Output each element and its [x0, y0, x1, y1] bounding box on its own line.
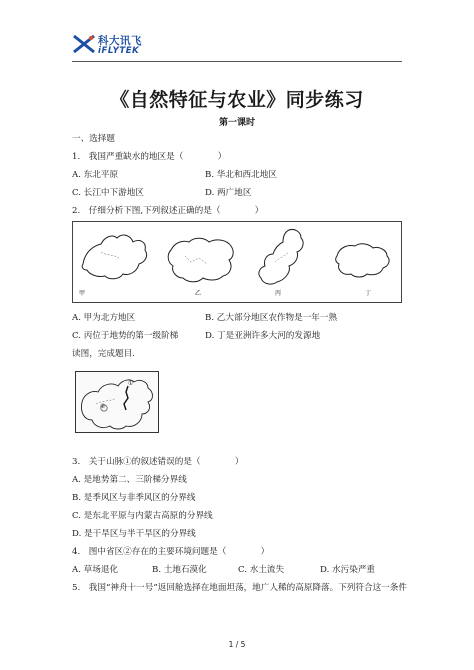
q2-option-b: B. 乙大部分地区农作物是一年一熟: [205, 313, 338, 323]
q2-option-d: D. 丁是亚洲许多大河的发源地: [205, 331, 321, 341]
q1-option-b: B. 华北和西北地区: [205, 170, 277, 180]
map-label-jia: 甲: [79, 290, 86, 297]
q2-option-a: A. 甲为北方地区: [72, 313, 136, 323]
page-subtitle: 第一课时: [218, 118, 255, 128]
logo-text-en: iFLYTEK: [98, 46, 140, 56]
q2-stem: 2. 仔细分析下图,下列叙述正确的是（ ）: [72, 206, 264, 216]
q3-option-b: B. 是季风区与非季风区的分界线: [72, 493, 196, 503]
q4-stem: 4. 图中省区②存在的主要环境问题是（ ）: [72, 547, 270, 557]
logo-text-cn: 科大讯飞: [98, 35, 142, 47]
map-label-bing: 丙: [275, 290, 282, 297]
q3-option-d: D. 是干旱区与半干旱区的分界线: [72, 529, 196, 539]
q4-option-d: D. 水污染严重: [320, 565, 376, 575]
map-label-yi: 乙: [195, 290, 202, 297]
region-maps-figure: [72, 221, 402, 303]
map2-label-2: ②: [100, 403, 106, 410]
iflytek-logo: [72, 30, 192, 60]
read-map-instruction: 读图，完成题目.: [72, 349, 135, 359]
section-heading: 一、选择题: [72, 134, 115, 144]
q3-stem: 3. 关于山脉①的叙述错误的是（ ）: [72, 457, 244, 467]
header-divider: [72, 61, 402, 62]
q4-option-c: C. 水土流失: [238, 565, 285, 575]
q3-option-c: C. 是东北平原与内蒙古高原的分界线: [72, 511, 213, 521]
q4-option-b: B. 土地石漠化: [152, 565, 207, 575]
map-ding: [325, 222, 401, 302]
q1-stem: 1. 我国严重缺水的地区是（ ）: [72, 152, 227, 162]
q3-option-a: A. 是地势第二、三阶梯分界线: [72, 475, 187, 485]
map-yi: [161, 222, 243, 302]
map-jia: [75, 222, 157, 302]
q1-option-a: A. 东北平原: [72, 170, 119, 180]
q4-option-a: A. 草场退化: [72, 565, 119, 575]
q2-option-c: C. 丙位于地势的第一级阶梯: [72, 331, 179, 341]
q1-option-d: D. 两广地区: [205, 188, 252, 198]
q5-stem: 5. 我国“神舟十一号”返回舱选择在地面坦荡，地广人稀的高原降落。下列符合这一条件: [72, 583, 407, 593]
q1-option-c: C. 长江中下游地区: [72, 188, 144, 198]
page-number: 1 / 5: [228, 640, 246, 649]
page-header: [72, 30, 402, 60]
china-map-figure: [75, 371, 159, 433]
map-label-ding: 丁: [365, 290, 372, 297]
page-title: 《自然特征与农业》同步练习: [110, 89, 364, 111]
map2-label-1: ①: [128, 380, 134, 387]
iflytek-logo-icon: [72, 32, 96, 56]
map-bing: [245, 222, 323, 302]
